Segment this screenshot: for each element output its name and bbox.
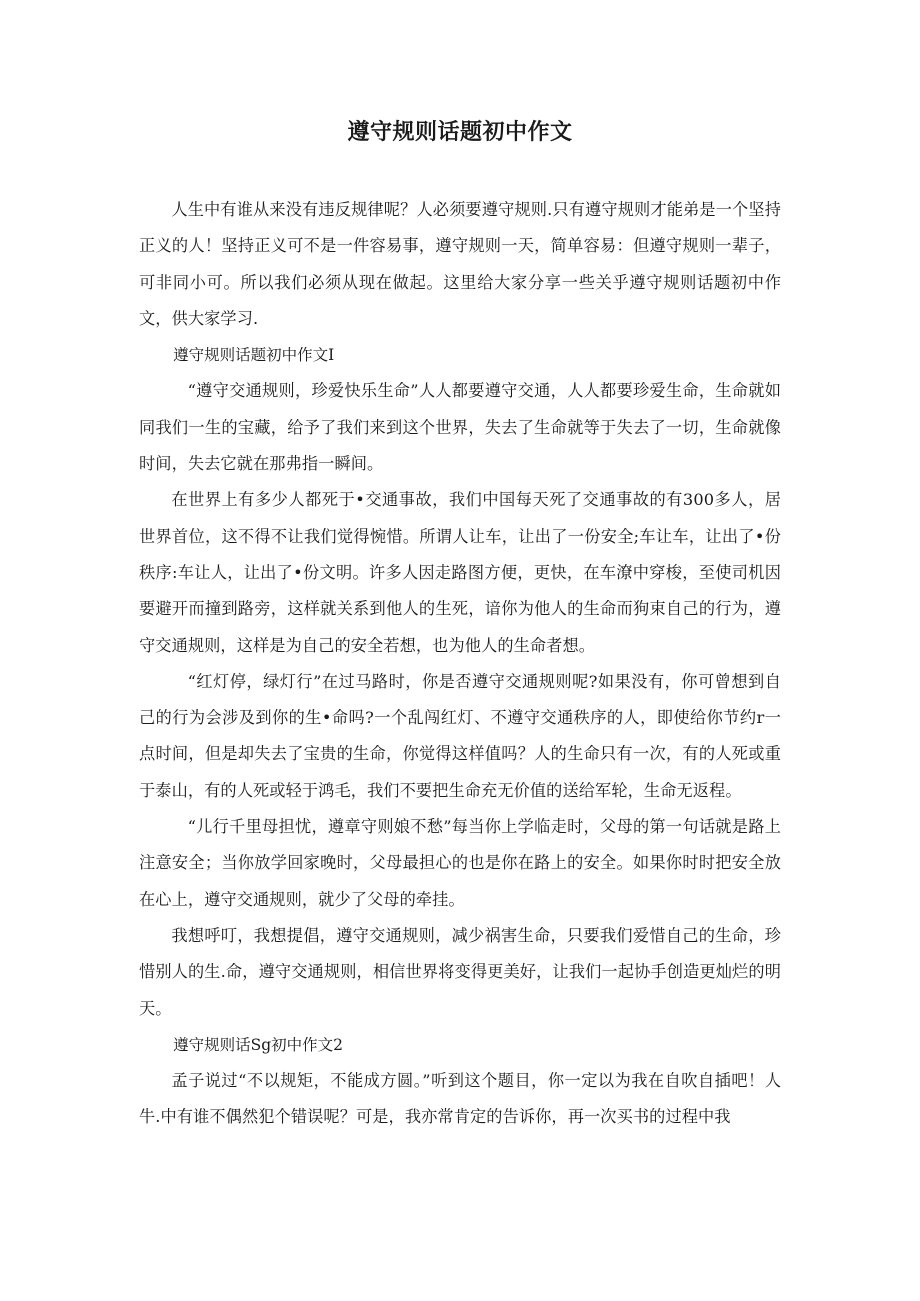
page-title: 遵守规则话题初中作文 [347,120,573,145]
essay-2-paragraph-1: 孟子说过“不以规矩，不能成方圆。”听到这个题目，你一定以为我在自吹自插吧！人牛.中有谁不偶然犯个错误呢？可是，我亦常肯定的告诉你，再一次买书的过程中我 [139,1071,781,1127]
essay-2-heading: 遵守规则话Sg初中作文2 [173,1035,343,1054]
essay-1-paragraph-4: “儿行千里母担忧，遵章守则娘不愁”每当你上学临走时，父母的第一句话就是路上注意安全；当你放学回家晚时，父母最担心的也是你在路上的安全。如果你时时把安全放在心上，遵守交通规则，就少了父母的牵挂。 [139,817,781,909]
essay-1-paragraph-5: 我想呼叮，我想提倡，遵守交通规则，减少祸害生命，只要我们爱惜自己的生命，珍惜别人的生.命，遵守交通规则，相信世界将变得更美好，让我们一起协手创造更灿烂的明天。 [139,925,781,1018]
intro-paragraph: 人生中有谁从来没有违反规律呢？人必须要遵守规则.只有遵守规则才能弟是一个坚持正义的人！坚持正义可不是一件容易事，遵守规则一天，简单容易：但遵守规则一辈子，可非同小可。所以我们必须从现在做起。这里给大家分享一些关乎遵守规则话题初中作文，供大家学习. [139,200,781,328]
essay-1-heading: 遵守规则话题初中作文I [173,346,335,365]
essay-1-paragraph-3: “红灯停，绿灯行”在过马路时，你是否遵守交通规则呢?如果没有，你可曾想到自己的行为会涉及到你的生•命吗?一个乱闯红灯、不遵守交通秩序的人，即使给你节约r一点时间，但是却失去了宝贵的生命，你觉得这样值吗？人的生命只有一次，有的人死或重于泰山，有的人死或轻于鸿毛，我们不要把生命充无价值的送给军轮，生命无返程。 [139,671,781,800]
document-body [139,192,781,1136]
essay-1-paragraph-1: “遵守交通规则，珍爱快乐生命”人人都要遵守交通，人人都要珍爱生命，生命就如同我们一生的宝藏，给予了我们来到这个世界，失去了生命就等于失去了一切，生命就像时间，失去它就在那弗指一瞬间。 [139,381,781,474]
essay-1-paragraph-2: 在世界上有多少人都死于•交通事故，我们中国每天死了交通事故的有300多人，居世界首位，这不得不让我们觉得惋惜。所谓人让车，让出了一份安全;车让车，让出了•份秩序:车让人，让出了•份文明。许多人因走路图方便，更快，在车潦中穿梭，至使司机因要避开而撞到路旁，这样就关系到他人的生死，谙你为他人的生命而狗束自己的行为，遵守交通规则，这样是为自己的安全若想，也为他人的生命者想。 [139,490,781,655]
